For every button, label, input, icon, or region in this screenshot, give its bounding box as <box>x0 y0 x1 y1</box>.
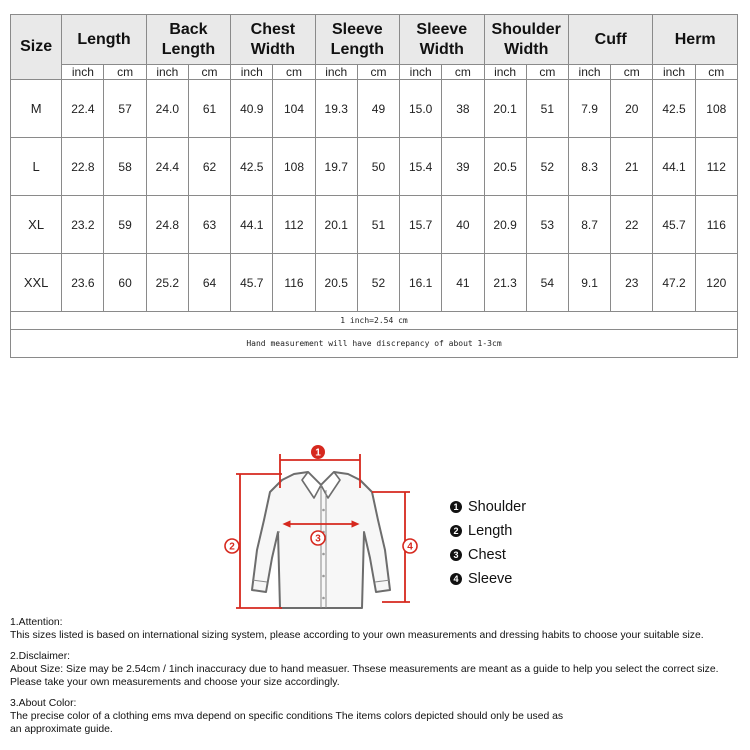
value-cell: 47.2 <box>653 254 695 312</box>
legend-item-shoulder <box>450 495 526 519</box>
note-line: an approximate guide. <box>10 724 113 735</box>
value-cell: 51 <box>526 80 568 138</box>
legend-item-chest <box>450 543 526 567</box>
value-cell: 49 <box>357 80 399 138</box>
value-cell: 40.9 <box>231 80 273 138</box>
value-cell: 108 <box>273 138 315 196</box>
legend-number: 2 <box>450 525 462 537</box>
value-cell: 57 <box>104 80 146 138</box>
value-cell: 104 <box>273 80 315 138</box>
size-cell: XL <box>11 196 62 254</box>
table-row-xxl <box>11 254 738 312</box>
unit-cm: cm <box>273 65 315 80</box>
header-length-label: Length <box>77 30 131 48</box>
note-line: This sizes listed is based on international sizing system, please according to your own measurements and dressing habits to choose your suitable size. <box>10 630 704 641</box>
header-cuff-label: Cuff <box>594 30 627 48</box>
header-sleeve-width <box>400 15 484 65</box>
value-cell: 22.8 <box>62 138 104 196</box>
value-cell: 58 <box>104 138 146 196</box>
value-cell: 39 <box>442 138 484 196</box>
marker-3-label: 3 <box>315 533 321 545</box>
value-cell: 64 <box>188 254 230 312</box>
value-cell: 8.3 <box>568 138 610 196</box>
unit-cm: cm <box>695 65 737 80</box>
table-row-xl <box>11 196 738 254</box>
value-cell: 24.4 <box>146 138 188 196</box>
unit-inch: inch <box>231 65 273 80</box>
value-cell: 22.4 <box>62 80 104 138</box>
value-cell: 40 <box>442 196 484 254</box>
note-title: 2.Disclaimer: <box>10 651 71 662</box>
value-cell: 23 <box>611 254 653 312</box>
value-cell: 7.9 <box>568 80 610 138</box>
value-cell: 51 <box>357 196 399 254</box>
header-sleeve-length-line2: Length <box>330 40 384 58</box>
note-disclaimer <box>10 650 745 689</box>
value-cell: 52 <box>526 138 568 196</box>
size-cell: L <box>11 138 62 196</box>
marker-2-label: 2 <box>229 541 235 553</box>
shirt-diagram-svg <box>222 440 422 620</box>
header-back-length-line1: Back <box>169 20 208 38</box>
header-herm <box>653 15 738 65</box>
legend-number: 4 <box>450 573 462 585</box>
value-cell: 60 <box>104 254 146 312</box>
value-cell: 9.1 <box>568 254 610 312</box>
note-color <box>10 697 745 736</box>
value-cell: 112 <box>273 196 315 254</box>
value-cell: 112 <box>695 138 737 196</box>
value-cell: 15.4 <box>400 138 442 196</box>
unit-inch: inch <box>146 65 188 80</box>
value-cell: 24.8 <box>146 196 188 254</box>
unit-inch: inch <box>568 65 610 80</box>
legend-label: Chest <box>468 547 506 563</box>
header-chest-width <box>231 15 315 65</box>
value-cell: 61 <box>188 80 230 138</box>
value-cell: 19.7 <box>315 138 357 196</box>
value-cell: 45.7 <box>231 254 273 312</box>
value-cell: 116 <box>273 254 315 312</box>
value-cell: 45.7 <box>653 196 695 254</box>
note-title: 1.Attention: <box>10 617 63 628</box>
header-shoulder-width <box>484 15 568 65</box>
value-cell: 23.6 <box>62 254 104 312</box>
value-cell: 62 <box>188 138 230 196</box>
header-sleeve-width-line1: Sleeve <box>416 20 468 38</box>
size-cell: M <box>11 80 62 138</box>
note-line: About Size: Size may be 2.54cm / 1inch inaccuracy due to hand measuer. Thsese measurements are meant as a guide to help you select the correct size. <box>10 664 719 675</box>
unit-cm: cm <box>611 65 653 80</box>
marker-1 <box>311 445 325 459</box>
note-line: Please take your own measurements and choose your size accordingly. <box>10 677 340 688</box>
value-cell: 63 <box>188 196 230 254</box>
legend-label: Shoulder <box>468 499 527 515</box>
header-shoulder-width-line1: Shoulder <box>491 20 561 38</box>
value-cell: 53 <box>526 196 568 254</box>
table-row-m <box>11 80 738 138</box>
value-cell: 50 <box>357 138 399 196</box>
value-cell: 20.1 <box>315 196 357 254</box>
value-cell: 41 <box>442 254 484 312</box>
header-back-length <box>146 15 230 65</box>
value-cell: 44.1 <box>231 196 273 254</box>
header-chest-width-label: Chest Width <box>250 20 296 58</box>
header-shoulder-width-line2: Width <box>504 40 549 58</box>
table-row-l <box>11 138 738 196</box>
value-cell: 38 <box>442 80 484 138</box>
marker-3 <box>311 531 325 545</box>
unit-cm: cm <box>442 65 484 80</box>
value-cell: 20.9 <box>484 196 526 254</box>
measurement-diagram <box>222 440 422 620</box>
value-cell: 120 <box>695 254 737 312</box>
legend-label: Length <box>468 523 513 539</box>
legend-item-sleeve <box>450 567 526 591</box>
header-sleeve-length <box>315 15 399 65</box>
note-attention <box>10 616 745 642</box>
value-cell: 42.5 <box>653 80 695 138</box>
note-line: The precise color of a clothing ems mva depend on specific conditions The items colors depicted should only be used as <box>10 711 564 722</box>
value-cell: 22 <box>611 196 653 254</box>
header-back-length-line2: Length <box>161 40 216 58</box>
value-cell: 23.2 <box>62 196 104 254</box>
conversion-note-row <box>11 312 738 330</box>
header-cuff <box>568 15 652 65</box>
legend-number: 1 <box>450 501 462 513</box>
note-title: 3.About Color: <box>10 698 77 709</box>
value-cell: 25.2 <box>146 254 188 312</box>
value-cell: 16.1 <box>400 254 442 312</box>
size-cell: XXL <box>11 254 62 312</box>
header-sleeve-length-line1: Sleeve <box>331 20 383 38</box>
table-units-row <box>11 65 738 80</box>
value-cell: 20.5 <box>484 138 526 196</box>
unit-cm: cm <box>104 65 146 80</box>
value-cell: 20.5 <box>315 254 357 312</box>
value-cell: 20.1 <box>484 80 526 138</box>
unit-inch: inch <box>315 65 357 80</box>
marker-4 <box>403 539 417 553</box>
header-length <box>62 15 146 65</box>
value-cell: 42.5 <box>231 138 273 196</box>
value-cell: 20 <box>611 80 653 138</box>
unit-inch: inch <box>400 65 442 80</box>
marker-2 <box>225 539 239 553</box>
header-herm-label: Herm <box>674 30 716 48</box>
value-cell: 59 <box>104 196 146 254</box>
measurement-legend <box>450 495 526 591</box>
value-cell: 108 <box>695 80 737 138</box>
unit-cm: cm <box>526 65 568 80</box>
notes-section <box>10 616 745 744</box>
unit-inch: inch <box>653 65 695 80</box>
discrepancy-note: Hand measurement will have discrepancy of about 1-3cm <box>11 330 738 358</box>
header-sleeve-width-line2: Width <box>419 40 464 58</box>
marker-4-label: 4 <box>407 541 413 553</box>
value-cell: 54 <box>526 254 568 312</box>
value-cell: 21 <box>611 138 653 196</box>
header-size-label: Size <box>20 38 53 55</box>
value-cell: 19.3 <box>315 80 357 138</box>
header-size <box>11 15 62 80</box>
value-cell: 21.3 <box>484 254 526 312</box>
value-cell: 24.0 <box>146 80 188 138</box>
legend-label: Sleeve <box>468 571 513 587</box>
marker-1-label: 1 <box>315 447 321 459</box>
table-header-row <box>11 15 738 65</box>
unit-inch: inch <box>484 65 526 80</box>
value-cell: 15.0 <box>400 80 442 138</box>
unit-cm: cm <box>188 65 230 80</box>
value-cell: 116 <box>695 196 737 254</box>
value-cell: 15.7 <box>400 196 442 254</box>
legend-item-length <box>450 519 526 543</box>
unit-inch: inch <box>62 65 104 80</box>
value-cell: 8.7 <box>568 196 610 254</box>
unit-cm: cm <box>357 65 399 80</box>
discrepancy-note-row <box>11 330 738 358</box>
value-cell: 44.1 <box>653 138 695 196</box>
size-chart-table <box>10 14 738 358</box>
conversion-note: 1 inch=2.54 cm <box>11 312 738 330</box>
value-cell: 52 <box>357 254 399 312</box>
legend-number: 3 <box>450 549 462 561</box>
